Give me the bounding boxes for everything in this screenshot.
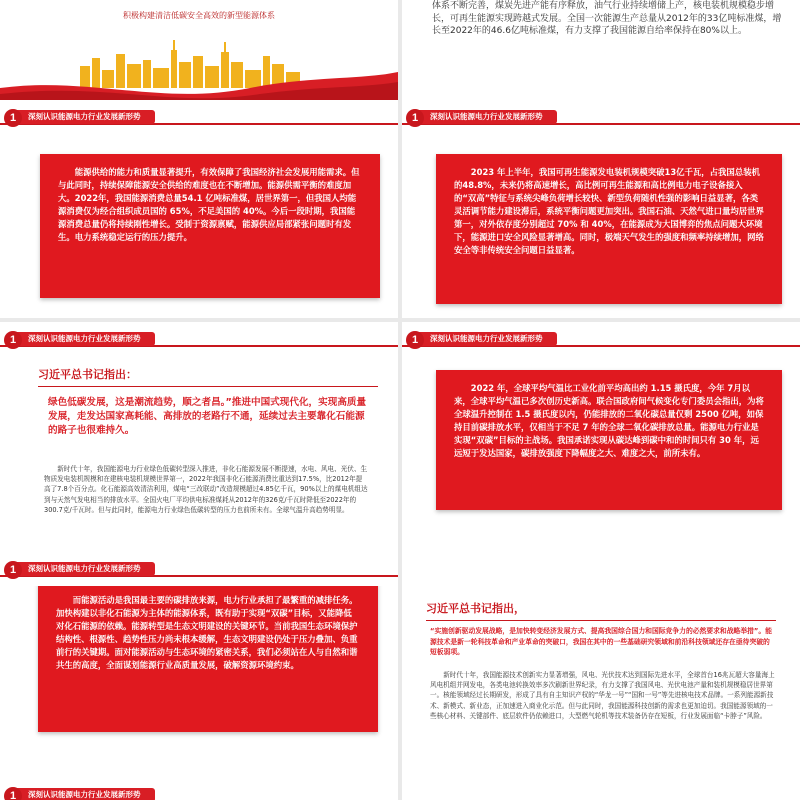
innovation-body	[430, 670, 776, 721]
climate-slide	[402, 356, 800, 552]
innovation-body-text: 新时代十年，我国能源技术创新实力显著增强，风电、光伏技术达到国际先进水平，全球首台16兆瓦超大容量海上风电机组并网发电，各类电池转换效率多次刷新世界纪录，有力支撑了我国风电、光伏电池产量和装机规模稳居世界第一。核能领域经过长期研发，形成了具有自主知识产权的“华龙一号”“国和一号”等先进核电技术品牌。一系列能源新技术、新模式、新业态，正加速进入商业化示范。但与此同时，我国能源科技创新的需求也更加迫切。我国能源领域的一些核心材料、关键部件、底层软件仍依赖进口，大型燃气轮机等技术装备仍存在短板，行业发展面临“卡脖子”风险。	[430, 671, 775, 720]
section-number-badge: 1	[4, 109, 22, 127]
quote-title-rule	[38, 386, 378, 387]
green-quote-slide	[0, 356, 398, 552]
slide-header-strip-3	[0, 322, 398, 356]
renewable-slide	[402, 134, 800, 318]
cover-subtitle: 积极构建清洁低碳安全高效的新型能源体系	[123, 11, 275, 20]
slide-tab-title: 深刻认识能源电力行业发展新形势	[14, 332, 155, 346]
quote-title: 习近平总书记指出，	[426, 602, 525, 615]
slide-tab-title: 深刻认识能源电力行业发展新形势	[416, 110, 557, 124]
slide-header-strip-5	[0, 552, 398, 586]
slide-tab-title: 深刻认识能源电力行业发展新形势	[14, 562, 155, 576]
innovation-quote: “实施创新驱动发展战略，是加快转变经济发展方式、提高我国综合国力和国际竞争力的必然要求和战略举措”。能源技术是新一轮科技革命和产业革命的突破口，我国在其中的一些基础研究领域和前沿科技领域还存在亟待突破的短板弱项。	[430, 627, 772, 656]
supply-text: 能源供给的能力和质量显著提升，有效保障了我国经济社会发展用能需求。但与此同时，持续保障能源安全供给的难度也在不断增加。能源供需平衡的难度加大。2022年，我国能源消费总量54.1 亿吨标准煤，居世界第一，但我国人均能源消费仅为经合组织成员国的 65%，不足美国的 40%。今后一段时期，我国能源消费总量仍将持续刚性增长。受制于资源禀赋，能源供应局部紧张问题时有发生。电力系统稳定运行的压力提升。	[58, 167, 360, 242]
slide-header-strip-2	[402, 100, 800, 134]
innovation-slide	[402, 552, 800, 800]
carbon-text: 而能源活动是我国最主要的碳排放来源，电力行业承担了最繁重的减排任务。加快构建以非化石能源为主体的能源体系，既有助于实现“双碳”目标，又能降低对化石能源的依赖。能源转型是生态文明建设的关键环节。当前我国生态环境保护结构性、根源性、趋势性压力尚未根本缓解，生态文明建设仍处于压力叠加、负重前行的关键期。面对能源活动与生态环境的紧密关系，我们必须站在人与自然和谐共生的高度，全面谋划能源行业高质量发展，破解资源环境约束。	[56, 595, 358, 670]
climate-red-box	[436, 370, 782, 510]
climate-text: 2022 年，全球平均气温比工业化前平均高出约 1.15 摄氏度，今年 7月以来，全球平均气温已多次创历史新高。联合国政府间气候变化专门委员会指出，为将全球温升控制在 1.5 摄氏度以内，仍能排放的二氧化碳总量仅剩 2500 亿吨，如保持目前碳排放水平，仅相当于不足 7 年的全球二氧化碳排放总量。能源电力行业是实现“双碳”目标的主战场。我国承诺实现从碳达峰到碳中和的时间只有 30 年，远远短于发达国家，碳排放强度下降幅度之大、难度之大，前所未有。	[454, 383, 764, 458]
quote-title-rule	[426, 620, 776, 621]
section-number-badge: 1	[4, 561, 22, 579]
carbon-red-box	[38, 586, 378, 732]
slide-tab-title: 深刻认识能源电力行业发展新形势	[14, 110, 155, 124]
slide-tab-title: 深刻认识能源电力行业发展新形势	[14, 788, 155, 800]
supply-slide	[0, 134, 398, 318]
cover-skyline-wave	[0, 36, 398, 100]
section-number-badge: 1	[4, 787, 22, 800]
intro-text-slide	[402, 0, 800, 100]
green-quote-text: 绿色低碳发展，这是潮流趋势，顺之者昌。”推进中国式现代化，实现高质量发展，走发达国家高耗能、高排放的老路行不通，延续过去主要靠化石能源的路子也很难持久。	[48, 397, 367, 436]
slide-header-strip-4	[402, 322, 800, 356]
slide-header-strip-6	[0, 782, 398, 800]
renewable-red-box	[436, 154, 782, 304]
renewable-text: 2023 年上半年，我国可再生能源发电装机规模突破13亿千瓦，占我国总装机的48.8%，未来仍将高速增长，高比例可再生能源和高比例电力电子设备接入的“双高”特征与系统尖峰负荷增长较快、新型负荷随机性强的影响日益显著，各类灵活调节能力建设滞后，系统平衡问题更加突出。我国石油、天然气进口量均居世界第一，对外依存度分别超过 70% 和 40%，在能源成为大国博弈的焦点问题大环境下，能源进口安全风险显著增高。同时，极端天气发生的强度和频率持续增加，网络安全等非传统安全问题日益显著。	[454, 167, 764, 255]
section-number-badge: 1	[4, 331, 22, 349]
skyline-icon	[80, 40, 300, 88]
green-body-text: 新时代十年，我国能源电力行业绿色低碳转型深入推进，非化石能源发展不断提速，水电、风电、光伏、生物质发电装机规模和在建核电装机规模世界第一，2022年我国非化石能源消费比重达到17.5%，比2012年提高了7.8个百分点。化石能源高效清洁利用，煤电“三改联动”改造规模超过4.85亿千瓦，90%以上的煤电机组达到与天然气发电相当的排放水平。全国火电厂平均供电标准煤耗从2012年的326克/千瓦时降低至2022年的300.7克/千瓦时。但与此同时，能源电力行业绿色低碳转型的压力也前所未有。全球气温升高趋势明显。	[44, 465, 368, 514]
section-number-badge: 1	[406, 109, 424, 127]
cover-slide	[0, 0, 398, 100]
green-body	[44, 464, 368, 515]
slide-tab-title: 深刻认识能源电力行业发展新形势	[416, 332, 557, 346]
slide-header-strip-1	[0, 100, 398, 134]
supply-red-box	[40, 154, 380, 298]
carbon-slide	[0, 586, 398, 782]
intro-text: 体系不断完善，煤炭先进产能有序释放，油气行业持续增储上产，核电装机规模稳步增长，可再生能源实现跨越式发展。全国一次能源生产总量从2012年的33亿吨标准煤，增长至2022年的46.6亿吨标准煤，有力支撑了我国能源自给率保持在80%以上。	[432, 1, 782, 36]
section-number-badge: 1	[406, 331, 424, 349]
quote-title: 习近平总书记指出：	[38, 368, 137, 381]
